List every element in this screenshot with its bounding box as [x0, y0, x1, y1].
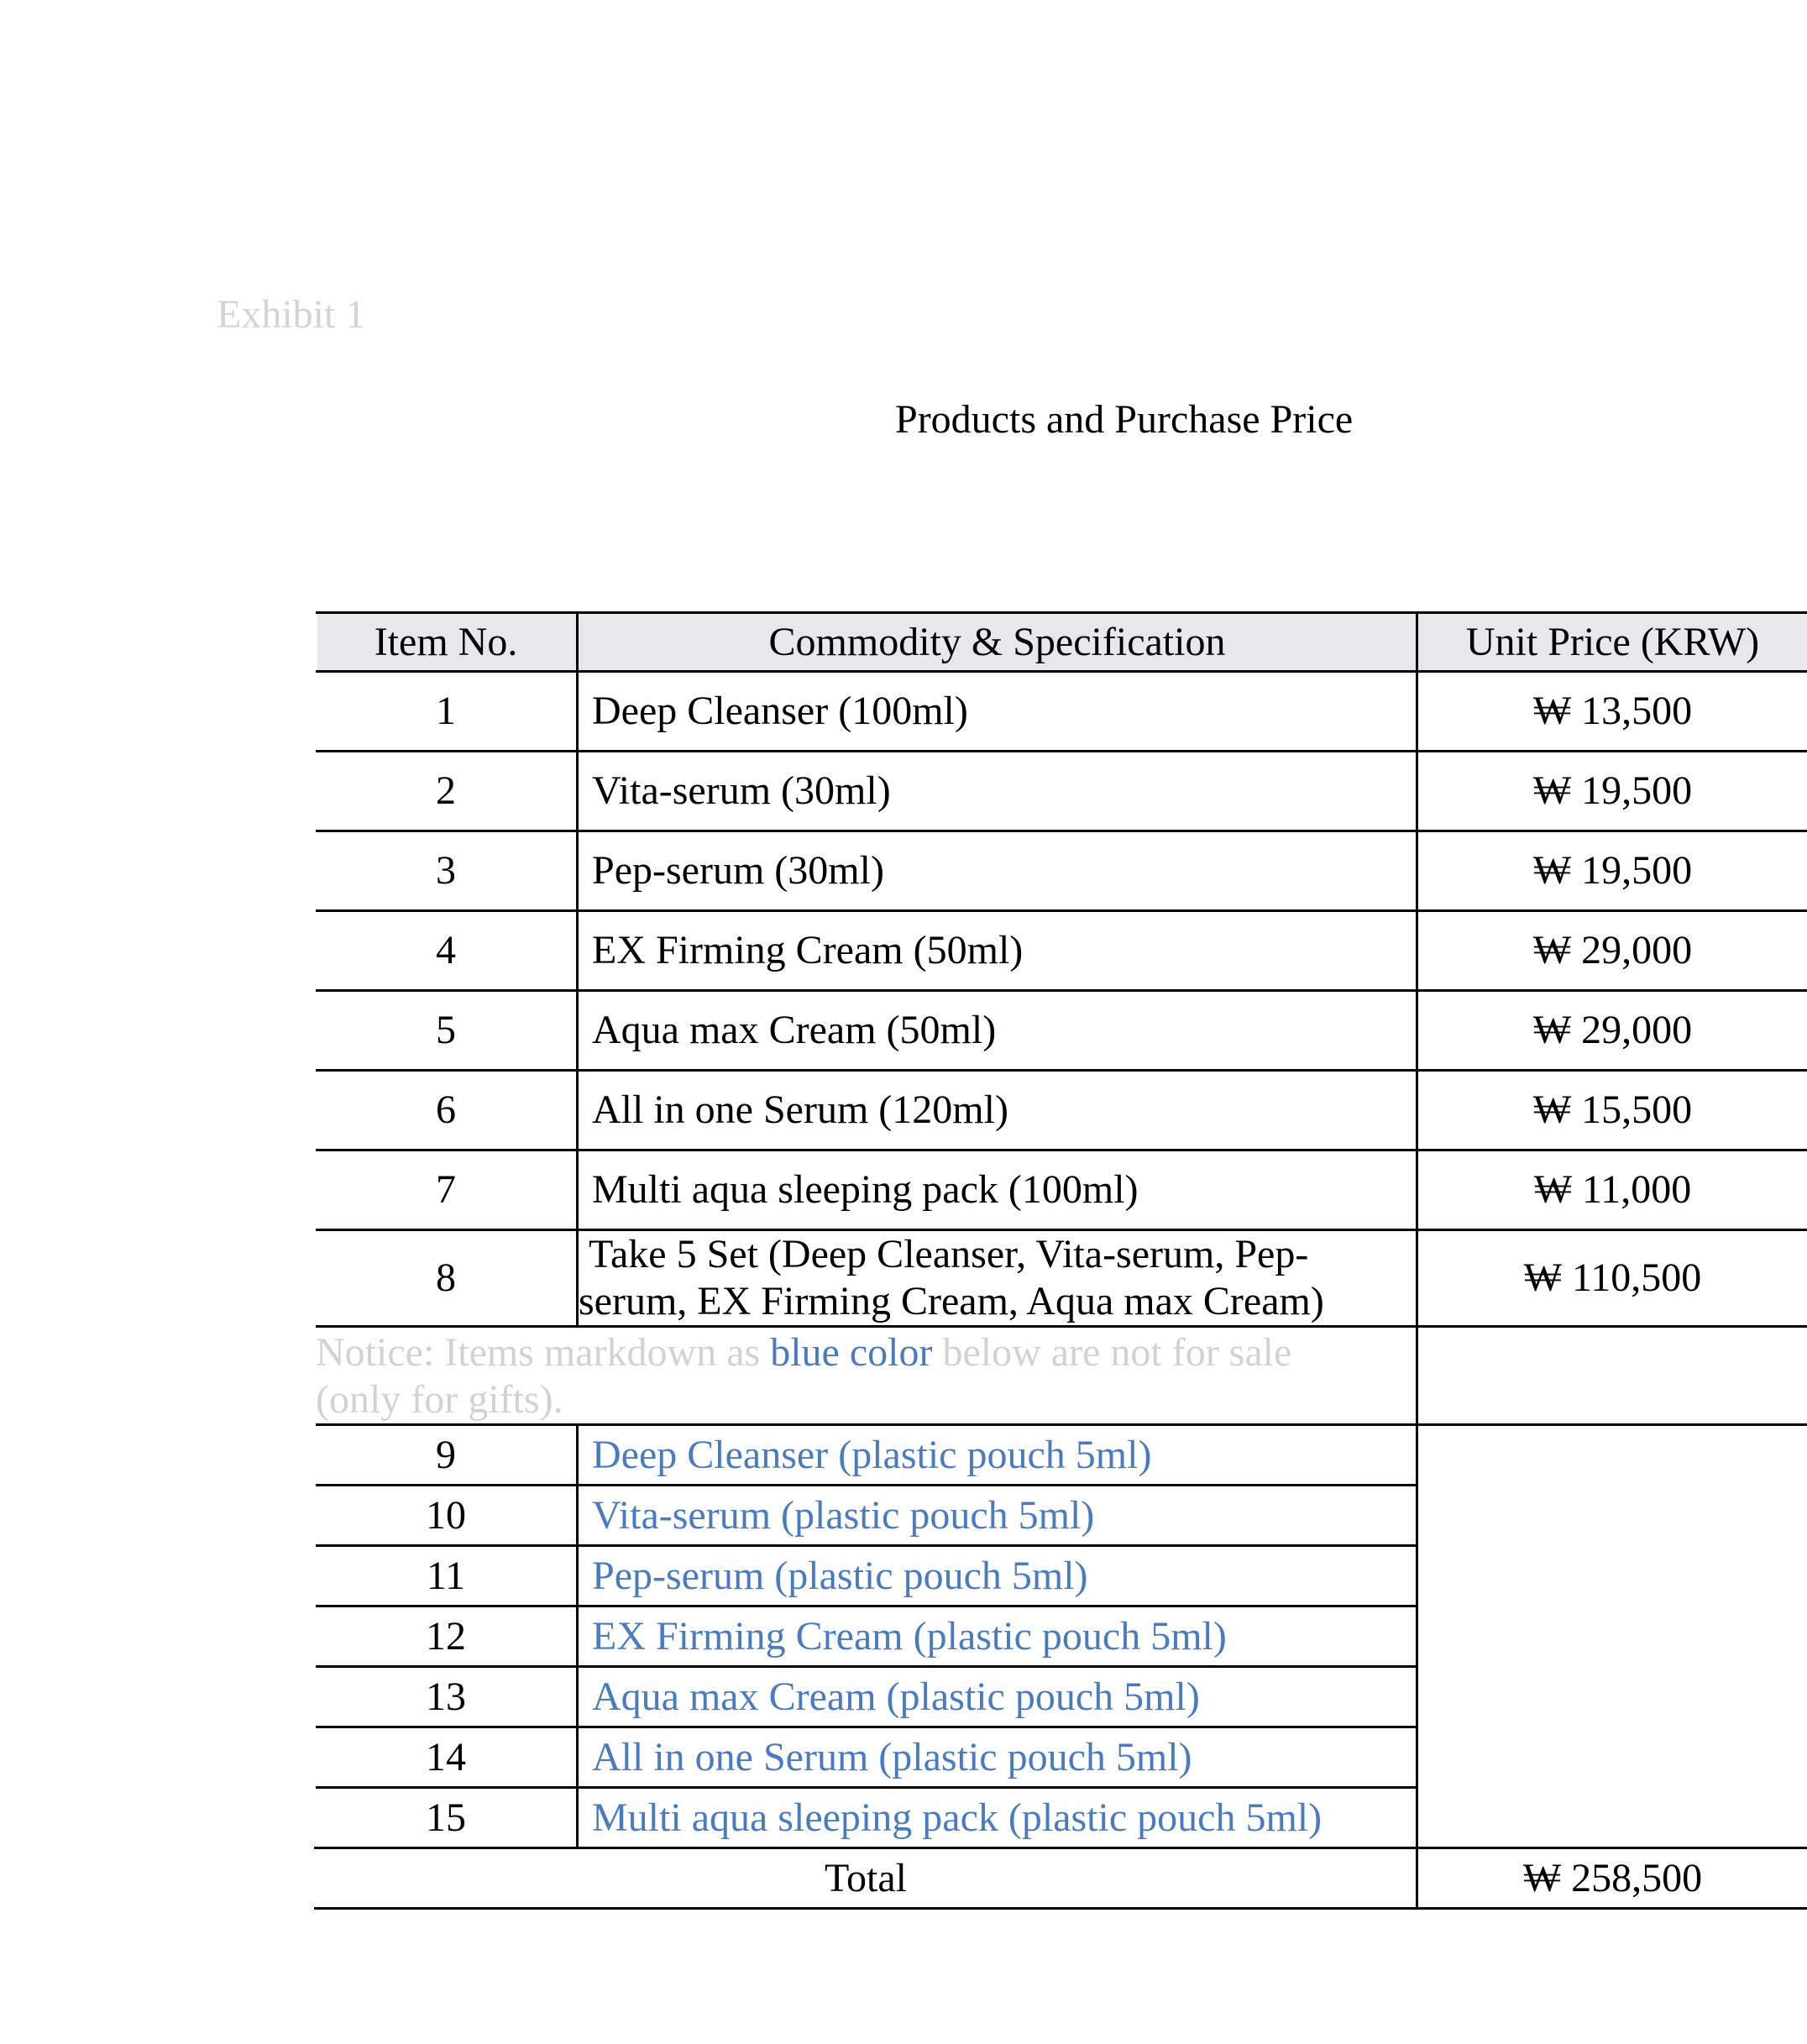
gift-commodity-name: Vita-serum (plastic pouch 5ml)	[592, 1492, 1095, 1538]
notice-text: Notice: Items markdown as	[316, 1330, 771, 1375]
unit-price: ₩ 29,000	[1532, 928, 1693, 972]
commodity-name: Multi aqua sleeping pack (100ml)	[592, 1167, 1139, 1212]
notice-text: (only for gifts).	[316, 1377, 563, 1422]
commodity-name-set	[579, 1231, 1416, 1325]
gift-commodity-name: EX Firming Cream (plastic pouch 5ml)	[592, 1613, 1227, 1659]
commodity-name: Deep Cleanser (100ml)	[592, 689, 968, 733]
header-commodity: Commodity & Specification	[768, 620, 1226, 664]
commodity-name: Aqua max Cream (50ml)	[592, 1008, 997, 1052]
item-number: 1	[436, 689, 456, 733]
exhibit-label: Exhibit 1	[217, 292, 366, 337]
item-number: 13	[426, 1674, 466, 1719]
gift-notice	[316, 1329, 1407, 1423]
unit-price: ₩ 110,500	[1523, 1255, 1702, 1300]
unit-price: ₩ 15,500	[1532, 1088, 1693, 1132]
notice-highlight: blue color	[770, 1330, 933, 1375]
gift-commodity-name: Aqua max Cream (plastic pouch 5ml)	[592, 1674, 1200, 1719]
notice-text: below are not for sale	[932, 1330, 1292, 1375]
item-number: 5	[436, 1008, 456, 1052]
commodity-name: Vita-serum (30ml)	[592, 768, 891, 813]
unit-price: ₩ 19,500	[1532, 768, 1693, 813]
item-number: 14	[426, 1734, 466, 1779]
item-number: 11	[426, 1553, 466, 1598]
item-number: 12	[426, 1613, 466, 1659]
item-number: 6	[436, 1088, 456, 1132]
item-number: 2	[436, 768, 456, 813]
commodity-name: Pep-serum (30ml)	[592, 848, 884, 893]
item-number: 3	[436, 848, 456, 893]
commodity-name: All in one Serum (120ml)	[592, 1088, 1008, 1132]
unit-price: ₩ 29,000	[1532, 1008, 1693, 1052]
item-number: 15	[426, 1795, 466, 1840]
commodity-name-line1: Take 5 Set (Deep Cleanser, Vita-serum, Pep-	[589, 1232, 1309, 1276]
item-number: 9	[436, 1432, 456, 1477]
total-label: Total	[825, 1855, 907, 1900]
item-number: 8	[436, 1255, 456, 1300]
unit-price: ₩ 11,000	[1533, 1167, 1692, 1212]
commodity-name-line2: serum, EX Firming Cream, Aqua max Cream)	[579, 1279, 1324, 1323]
item-number: 7	[436, 1167, 456, 1212]
table-rule	[316, 1325, 1807, 1328]
header-unit-price: Unit Price (KRW)	[1465, 620, 1760, 664]
total-price: ₩ 258,500	[1522, 1855, 1703, 1900]
item-number: 10	[426, 1492, 466, 1538]
page-title: Products and Purchase Price	[895, 397, 1354, 442]
gift-commodity-name: Pep-serum (plastic pouch 5ml)	[592, 1553, 1088, 1598]
gift-commodity-name: All in one Serum (plastic pouch 5ml)	[592, 1734, 1192, 1779]
table-rule	[314, 1907, 1807, 1910]
commodity-name: EX Firming Cream (50ml)	[592, 928, 1024, 972]
unit-price: ₩ 19,500	[1532, 848, 1693, 893]
gift-commodity-name: Multi aqua sleeping pack (plastic pouch 5ml)	[592, 1795, 1323, 1840]
gift-commodity-name: Deep Cleanser (plastic pouch 5ml)	[592, 1432, 1152, 1477]
header-item-no: Item No.	[374, 620, 518, 664]
item-number: 4	[436, 928, 456, 972]
unit-price: ₩ 13,500	[1532, 689, 1693, 733]
